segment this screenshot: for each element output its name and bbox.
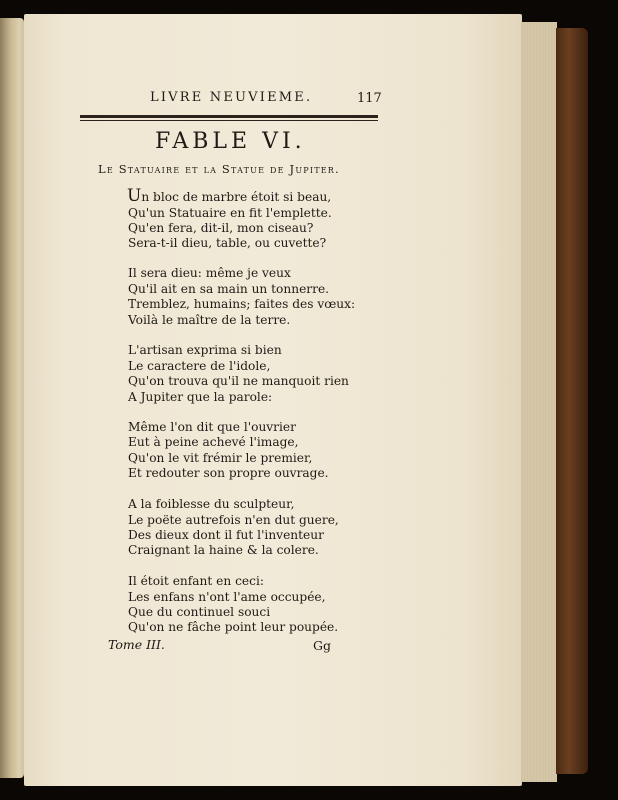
page-number: 117 <box>357 91 382 106</box>
book-cover <box>556 28 588 774</box>
poem-line-17: A la foiblesse du sculpteur, <box>128 497 295 511</box>
poem-line-22: Les enfans n'ont l'ame occupée, <box>128 590 326 604</box>
poem-line-4: Sera-t-il dieu, table, ou cuvette? <box>128 236 327 250</box>
poem-line-6: Qu'il ait en sa main un tonnerre. <box>128 282 330 296</box>
header-rule <box>80 115 378 118</box>
poem-line-12: A Jupiter que la parole: <box>128 390 273 404</box>
poem-line-3: Qu'en fera, dit-il, mon ciseau? <box>128 221 314 235</box>
poem-line-13: Même l'on dit que l'ouvrier <box>128 420 296 434</box>
header-rule-thin <box>80 120 378 121</box>
poem-line-18: Le poëte autrefois n'en dut guere, <box>128 513 339 527</box>
poem-line-11: Qu'on trouva qu'il ne manquoit rien <box>128 374 349 388</box>
poem-line-16: Et redouter son propre ouvrage. <box>128 466 329 480</box>
fable-title: FABLE VI. <box>155 129 306 154</box>
poem-line-1: Un bloc de marbre étoit si beau, <box>127 186 332 206</box>
poem-line-5: Il sera dieu: même je veux <box>128 266 291 280</box>
poem-line-10: Le caractere de l'idole, <box>128 359 271 373</box>
poem-line-19: Des dieux dont il fut l'inventeur <box>128 528 324 542</box>
fable-subtitle: Le Statuaire et la Statue de Jupiter. <box>98 162 340 176</box>
poem-line-2: Qu'un Statuaire en fit l'emplette. <box>128 206 332 220</box>
poem-line-7: Tremblez, humains; faites des vœux: <box>128 297 356 311</box>
volume-signature: Tome III. <box>108 637 165 652</box>
running-head: LIVRE NEUVIEME. <box>150 90 313 105</box>
poem-line-15: Qu'on le vit frémir le premier, <box>128 451 313 465</box>
page-edges <box>521 22 557 782</box>
drop-initial: U <box>127 186 142 206</box>
poem-line-9: L'artisan exprima si bien <box>128 343 282 357</box>
poem-line-20: Craignant la haine & la colere. <box>128 543 319 557</box>
poem-line-23: Que du continuel souci <box>128 605 271 619</box>
poem-line-24: Qu'on ne fâche point leur poupée. <box>128 620 339 634</box>
poem-line-8: Voilà le maître de la terre. <box>128 313 291 327</box>
poem-line-14: Eut à peine achevé l'image, <box>128 435 299 449</box>
poem-line-21: Il étoit enfant en ceci: <box>128 574 264 588</box>
gathering-mark: Gg <box>313 638 331 653</box>
left-page-edge <box>0 18 24 778</box>
